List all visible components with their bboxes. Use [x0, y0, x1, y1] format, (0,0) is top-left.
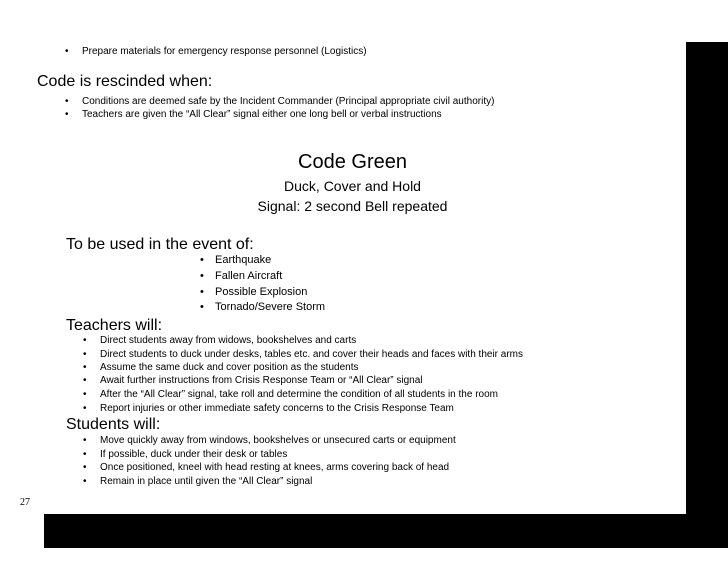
list-item: • Direct students away from widows, bookshelves and carts [100, 334, 356, 347]
page-shadow-right [686, 42, 728, 548]
list-item: • After the “All Clear” signal, take roll and determine the condition of all students in the room [100, 388, 498, 401]
teachers-heading: Teachers will: [66, 317, 163, 334]
code-title: Code Green [298, 151, 407, 173]
page-shadow-bottom [44, 514, 728, 548]
list-item: • Earthquake [215, 253, 271, 267]
list-item: • Possible Explosion [215, 285, 307, 299]
list-item: • Fallen Aircraft [215, 269, 282, 283]
list-item: • Conditions are deemed safe by the Incident Commander (Principal appropriate civil authority) [82, 95, 494, 108]
list-item: • If possible, duck under their desk or tables [100, 448, 287, 461]
page-number: 27 [20, 497, 30, 508]
list-item: • Teachers are given the “All Clear” signal either one long bell or verbal instructions [82, 108, 442, 121]
list-item: • Remain in place until given the “All Clear” signal [100, 475, 312, 488]
list-item: • Assume the same duck and cover position as the students [100, 361, 358, 374]
students-heading: Students will: [66, 416, 161, 433]
list-item: • Move quickly away from windows, bookshelves or unsecured carts or equipment [100, 434, 456, 447]
list-item: • Prepare materials for emergency response personnel (Logistics) [82, 45, 367, 58]
rescind-heading: Code is rescinded when: [37, 73, 213, 90]
code-signal: Signal: 2 second Bell repeated [257, 198, 448, 214]
code-subtitle: Duck, Cover and Hold [284, 178, 421, 194]
list-item: • Report injuries or other immediate safety concerns to the Crisis Response Team [100, 402, 454, 415]
list-item: • Await further instructions from Crisis Response Team or “All Clear” signal [100, 374, 423, 387]
event-heading: To be used in the event of: [66, 236, 254, 253]
list-item: • Direct students to duck under desks, tables etc. and cover their heads and faces with their arms [100, 348, 523, 361]
list-item: • Once positioned, kneel with head resting at knees, arms covering back of head [100, 461, 449, 474]
list-item: • Tornado/Severe Storm [215, 300, 325, 314]
